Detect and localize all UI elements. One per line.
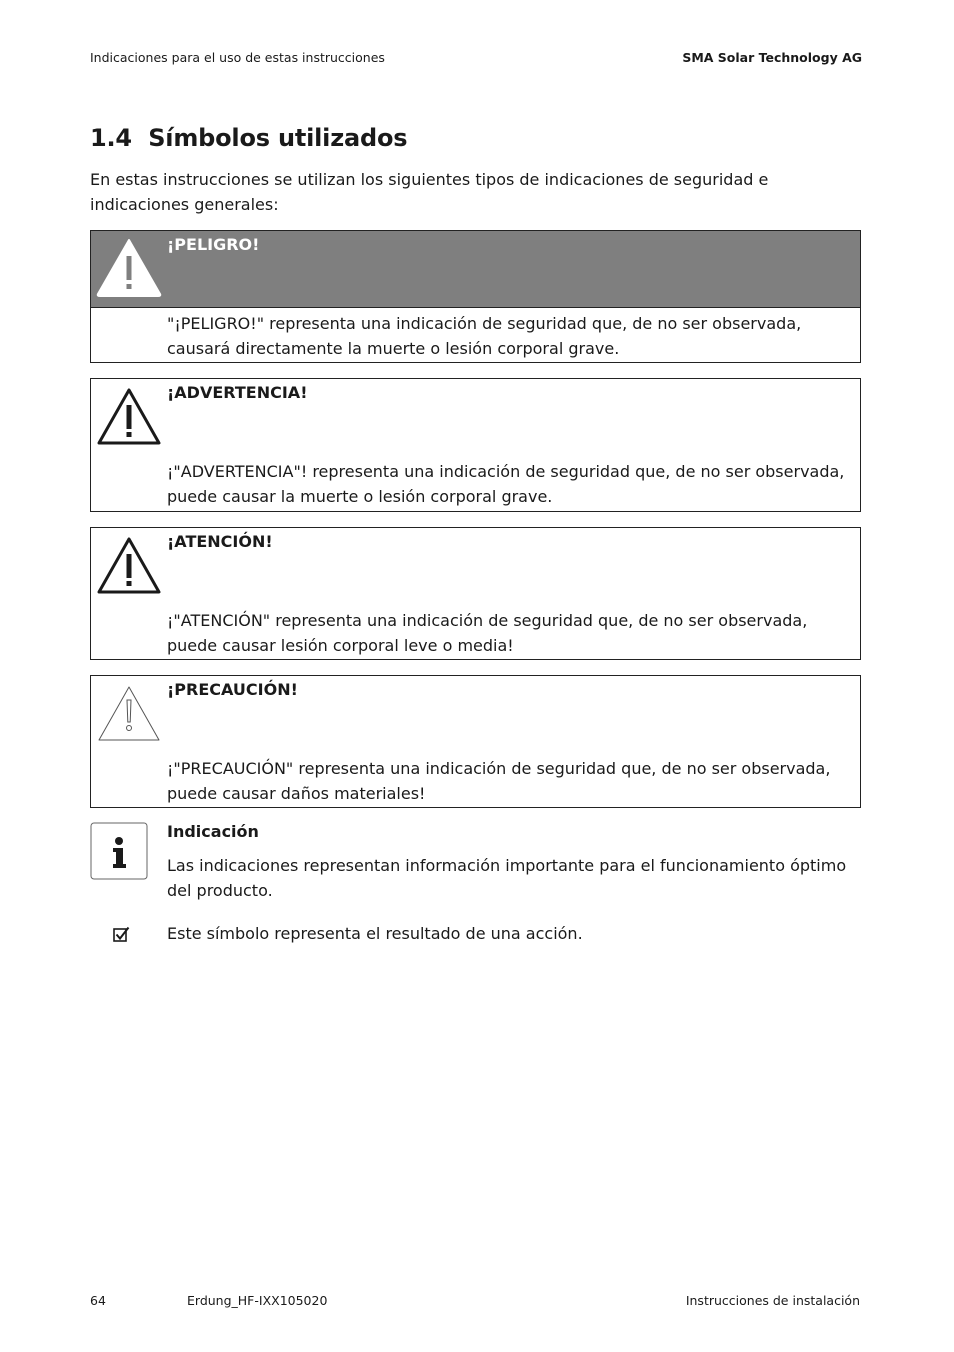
result-text: Este símbolo representa el resultado de una acción. (167, 924, 583, 943)
running-header-left: Indicaciones para el uso de estas instrucciones (90, 50, 385, 65)
info-text: Las indicaciones representan información importante para el funcionamiento óptimo del producto. (167, 856, 847, 900)
danger-description: "¡PELIGRO!" representa una indicación de seguridad que, de no ser observada, causará directamente la muerte o lesión corporal grave. (167, 314, 802, 358)
section-intro: En estas instrucciones se utilizan los siguientes tipos de indicaciones de seguridad e indicaciones generales: (90, 170, 769, 214)
notice-box (90, 675, 861, 808)
warning-triangle-outline-icon (95, 682, 163, 744)
info-icon (90, 822, 148, 880)
notice-heading: ¡PRECAUCIÓN! (167, 680, 298, 699)
document-type: Instrucciones de instalación (685, 1293, 860, 1308)
warning-triangle-icon (95, 385, 163, 447)
caution-heading: ¡ATENCIÓN! (167, 532, 273, 551)
info-title: Indicación (167, 822, 259, 841)
warning-triangle-icon (95, 236, 163, 298)
section-title: 1.4 Símbolos utilizados (90, 124, 408, 152)
notice-description: ¡"PRECAUCIÓN" representa una indicación de seguridad que, de no ser observada, puede causar daños materiales! (167, 759, 831, 803)
document-code: Erdung_HF-IXX105020 (187, 1293, 328, 1308)
danger-header-band (91, 231, 860, 308)
caution-description: ¡"ATENCIÓN" representa una indicación de seguridad que, de no ser observada, puede causar lesión corporal leve o media! (167, 611, 808, 655)
running-header-company: SMA Solar Technology AG (682, 50, 862, 65)
danger-box (90, 230, 861, 363)
danger-heading: ¡PELIGRO! (167, 235, 260, 254)
warning-heading: ¡ADVERTENCIA! (167, 383, 308, 402)
checkbox-checked-icon (113, 926, 130, 943)
warning-box (90, 378, 861, 512)
page-number: 64 (90, 1293, 106, 1308)
warning-description: ¡"ADVERTENCIA"! representa una indicación de seguridad que, de no ser observada, puede causar la muerte o lesión corporal grave. (167, 462, 845, 506)
warning-triangle-icon (95, 534, 163, 596)
caution-box (90, 527, 861, 660)
